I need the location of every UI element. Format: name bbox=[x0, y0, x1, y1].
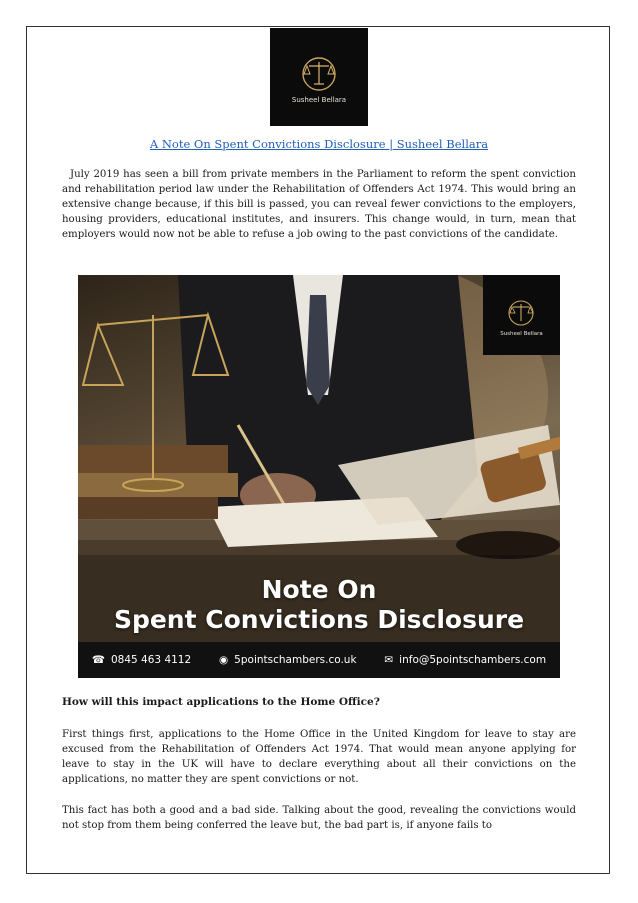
logo-text: Susheel Bellara bbox=[291, 96, 347, 104]
paragraph-home-office: First things first, applications to the Home Office in the United Kingdom for leave to stay are excused from the Rehabilitation of Offenders Act 1974. That would mean anyone applying for leave to stay in the UK will have to declare everything about all their convictions on the applications, no matter they are spent convictions or not. bbox=[62, 729, 576, 785]
website-text: 5pointschambers.co.uk bbox=[234, 654, 357, 666]
hero-banner-image bbox=[78, 275, 560, 678]
intro-paragraph: July 2019 has seen a bill from private members in the Parliament to reform the spent conviction and rehabilitation period law under the Rehabilitation of Offenders Act 1974. This would bring an extensive change because, if this bill is passed, you can reveal fewer convictions to the employers, housing providers, educational institutes, and insurers. This change would, in turn, mean that employers would now not be able to refuse a job owing to the past convictions of the candidate. bbox=[62, 169, 576, 240]
contact-bar bbox=[78, 642, 560, 678]
globe-icon: ◉ bbox=[219, 654, 229, 666]
mail-icon: ✉ bbox=[384, 654, 394, 666]
hero-title-line2: Spent Convictions Disclosure bbox=[113, 605, 525, 634]
brand-logo bbox=[270, 28, 368, 126]
section-heading: How will this impact applications to the Home Office? bbox=[62, 696, 380, 708]
scales-icon bbox=[483, 275, 560, 331]
article-title-link[interactable]: A Note On Spent Convictions Disclosure | Susheel Bellara bbox=[149, 137, 489, 151]
contact-website bbox=[219, 654, 357, 666]
hero-title bbox=[78, 575, 560, 635]
hero-logo-text: Susheel Bellara bbox=[500, 331, 543, 337]
contact-email bbox=[384, 654, 546, 666]
hero-brand-logo bbox=[483, 275, 560, 355]
phone-icon: ☎ bbox=[91, 654, 105, 666]
phone-number: 0845 463 4112 bbox=[111, 654, 192, 666]
scales-icon bbox=[270, 28, 368, 98]
email-text: info@5pointschambers.com bbox=[399, 654, 547, 666]
hero-title-line1: Note On bbox=[261, 575, 377, 604]
contact-phone bbox=[92, 654, 191, 666]
paragraph-good-bad: This fact has both a good and a bad side. Talking about the good, revealing the convictions would not stop from them being conferred the leave but, the bad part is, if anyone fails to bbox=[62, 805, 576, 831]
